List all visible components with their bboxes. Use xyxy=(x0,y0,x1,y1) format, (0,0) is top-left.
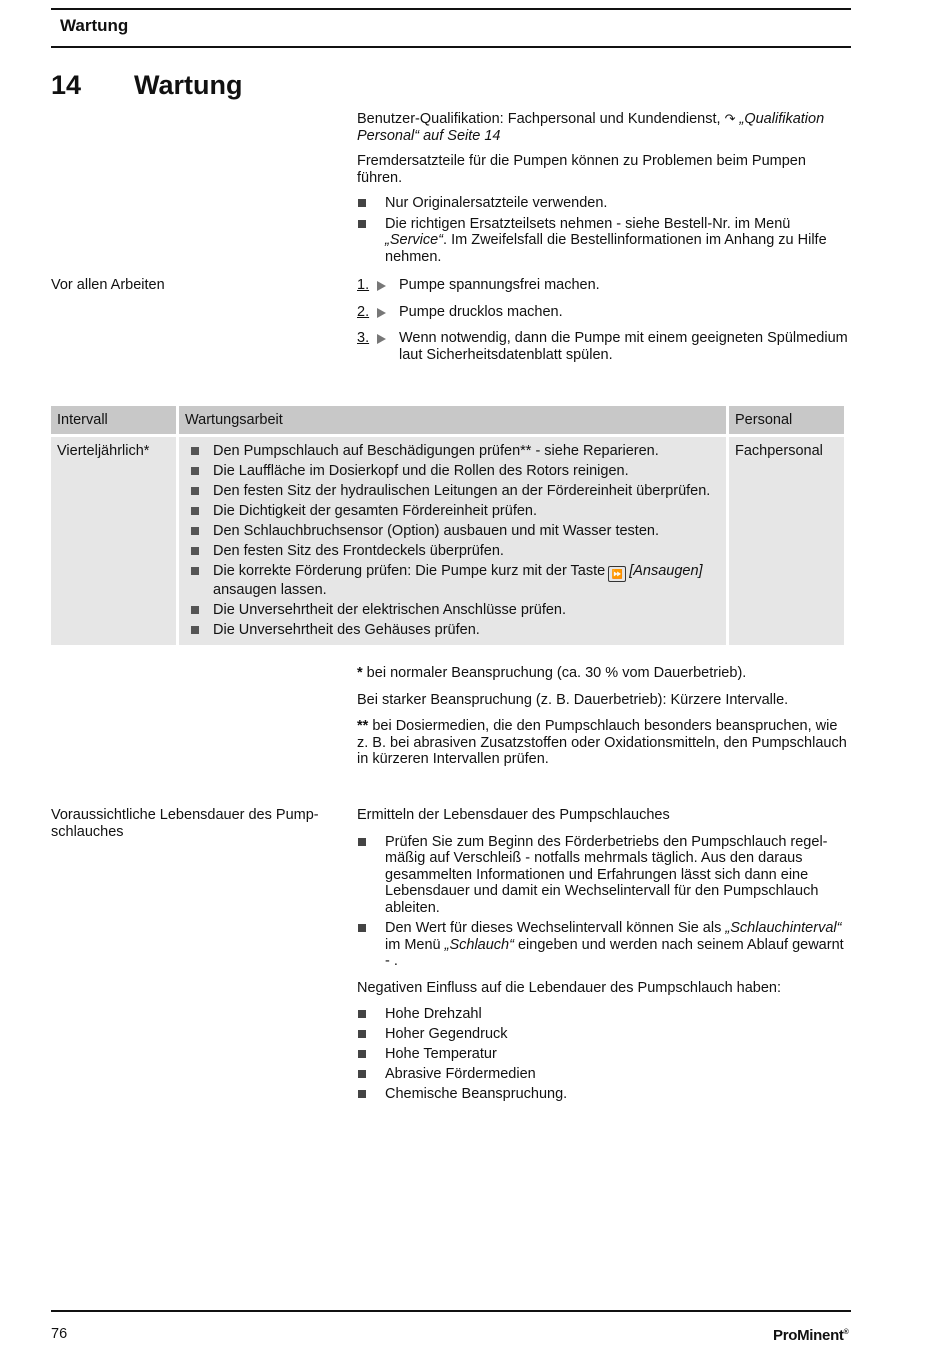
step-text: Pumpe drucklos machen. xyxy=(399,303,563,320)
task-item: Die Lauffläche im Dosierkopf und die Rollen des Rotors reinigen. xyxy=(185,463,720,480)
footer-rule xyxy=(51,1310,851,1312)
factor-item: Hohe Temperatur xyxy=(357,1046,849,1063)
step-arrow-icon xyxy=(377,308,386,318)
tasks-cell xyxy=(179,437,726,645)
lifetime-bullet xyxy=(357,920,849,970)
maintenance-table xyxy=(48,403,847,648)
qualification-link[interactable]: „Qualifikation Personal“ auf Seite 14 xyxy=(357,111,825,144)
col-header-task: Wartungsarbeit xyxy=(179,406,726,434)
task-item: Den festen Sitz der hydraulischen Leitungen an der Fördereinheit überprüfen. xyxy=(185,483,720,500)
factor-item: Hoher Gegendruck xyxy=(357,1026,849,1043)
qualification-note xyxy=(357,111,849,144)
brand-logo xyxy=(773,1327,849,1344)
header-top-rule xyxy=(51,8,851,10)
registered-mark: ® xyxy=(843,1329,849,1336)
step-item xyxy=(357,304,849,321)
bullet-text: im Menü xyxy=(385,936,445,953)
menu-param-ref: „Schlauchinterval“ xyxy=(725,920,842,936)
step-item xyxy=(357,330,849,363)
task-item: Den Pumpschlauch auf Beschädigungen prüfen** - siehe Reparieren. xyxy=(185,443,720,460)
intro-bullet: Nur Originalersatzteile verwenden. xyxy=(357,195,849,212)
task-text: ansaugen lassen. xyxy=(213,582,327,598)
fast-forward-key-icon: ⏩ xyxy=(608,566,626,582)
factor-item: Hohe Drehzahl xyxy=(357,1006,849,1023)
bullet-text: Den Wert für dieses Wechselintervall können Sie als xyxy=(385,920,722,936)
before-work-label: Vor allen Arbeiten xyxy=(51,277,165,293)
task-item: Die Dichtigkeit der gesamten Fördereinheit prüfen. xyxy=(185,503,720,520)
chapter-title: Wartung xyxy=(134,70,243,100)
lifetime-bullet: Prüfen Sie zum Beginn des Förderbetriebs den Pumpschlauch regelmäßig auf Verschleiß - notfalls mehrmals täglich. Aus den daraus gesammelten Informationen und Erfahrungen lässt sich dann eine Lebensdauer und damit ein Wechselintervall für den Pumpschlauch ableiten. xyxy=(357,834,849,917)
step-number: 3. xyxy=(357,330,370,346)
note-heavy-load: Bei starker Beanspruchung (z. B. Dauerbetrieb): Kürzere Intervalle. xyxy=(357,691,789,708)
factors-lead: Negativen Einfluss auf die Lebendauer des Pumpschlauch haben: xyxy=(357,979,782,996)
task-item xyxy=(185,563,720,599)
task-item: Den festen Sitz des Frontdeckels überprüfen. xyxy=(185,543,720,560)
task-item: Die Unversehrtheit des Gehäuses prüfen. xyxy=(185,622,720,639)
col-header-interval: Intervall xyxy=(51,406,176,434)
table-notes xyxy=(357,665,849,768)
chapter-number: 14 xyxy=(51,70,82,100)
bullet-text: eingeben und werden nach seinem Ablauf gewarnt - . xyxy=(385,936,844,969)
step-number: 1. xyxy=(357,277,370,293)
step-text: Pumpe spannungsfrei machen. xyxy=(399,277,600,293)
personnel-cell: Fachpersonal xyxy=(729,437,844,645)
task-item: Den Schlauchbruchsensor (Option) ausbauen und mit Wasser testen. xyxy=(185,523,720,540)
note-star: ** xyxy=(357,718,369,734)
table-row xyxy=(51,437,844,645)
intro-section xyxy=(357,111,849,265)
intro-bullet xyxy=(357,216,849,266)
note-normal-load xyxy=(357,665,849,682)
bullet-text: Die richtigen Ersatzteilsets nehmen - siehe Bestell-Nr. im Menü xyxy=(385,215,791,232)
task-item: Die Unversehrtheit der elektrischen Anschlüsse prüfen. xyxy=(185,602,720,619)
bullet-text: . Im Zweifelsfall die Bestellinformationen im Anhang zu Hilfe nehmen. xyxy=(385,232,827,265)
factor-item: Chemische Beanspruchung. xyxy=(357,1086,849,1103)
key-label: [Ansaugen] xyxy=(629,563,703,579)
lifetime-label: Voraussichtliche Lebensdauer des Pumpschlauches xyxy=(51,807,319,840)
running-header-title: Wartung xyxy=(60,16,129,35)
menu-service-ref: „Service“ xyxy=(385,232,444,248)
menu-ref: „Schlauch“ xyxy=(444,936,514,953)
step-arrow-icon xyxy=(377,281,386,291)
interval-cell: Vierteljährlich* xyxy=(51,437,176,645)
page-number: 76 xyxy=(51,1326,68,1342)
factor-item: Abrasive Fördermedien xyxy=(357,1066,849,1083)
before-work-steps xyxy=(357,277,849,363)
qualification-text: Benutzer-Qualifikation: Fachpersonal und Kundendienst, xyxy=(357,111,721,127)
col-header-personnel: Personal xyxy=(729,406,844,434)
header-bottom-rule xyxy=(51,46,851,48)
logo-text: ProMinent xyxy=(773,1327,844,1344)
lifetime-lead: Ermitteln der Lebensdauer des Pumpschlauches xyxy=(357,807,670,823)
lifetime-section xyxy=(357,807,849,1103)
step-item xyxy=(357,277,849,294)
note-abrasive xyxy=(357,718,849,768)
note-text: bei normaler Beanspruchung (ca. 30 % vom Dauerbetrieb). xyxy=(362,665,747,681)
table-header-row xyxy=(51,406,844,434)
task-text: Die korrekte Förderung prüfen: Die Pumpe kurz mit der Taste xyxy=(213,563,606,579)
step-number: 2. xyxy=(357,303,370,320)
note-text: bei Dosiermedien, die den Pumpschlauch besonders beanspruchen, wie z. B. bei abrasiven Zusatzstoffen oder Oxidationsmitteln, den Pumpschlauch in kürzeren Intervallen prüfen. xyxy=(357,718,847,767)
step-arrow-icon xyxy=(377,334,386,344)
note-star: * xyxy=(357,665,363,681)
warning-text: Fremdersatzteile für die Pumpen können zu Problemen beim Pumpen führen. xyxy=(357,153,806,186)
step-text: Wenn notwendig, dann die Pumpe mit einem geeigneten Spülmedium laut Sicherheitsdatenblatt spülen. xyxy=(399,330,848,363)
link-arrow-icon: ↷ xyxy=(724,111,736,126)
